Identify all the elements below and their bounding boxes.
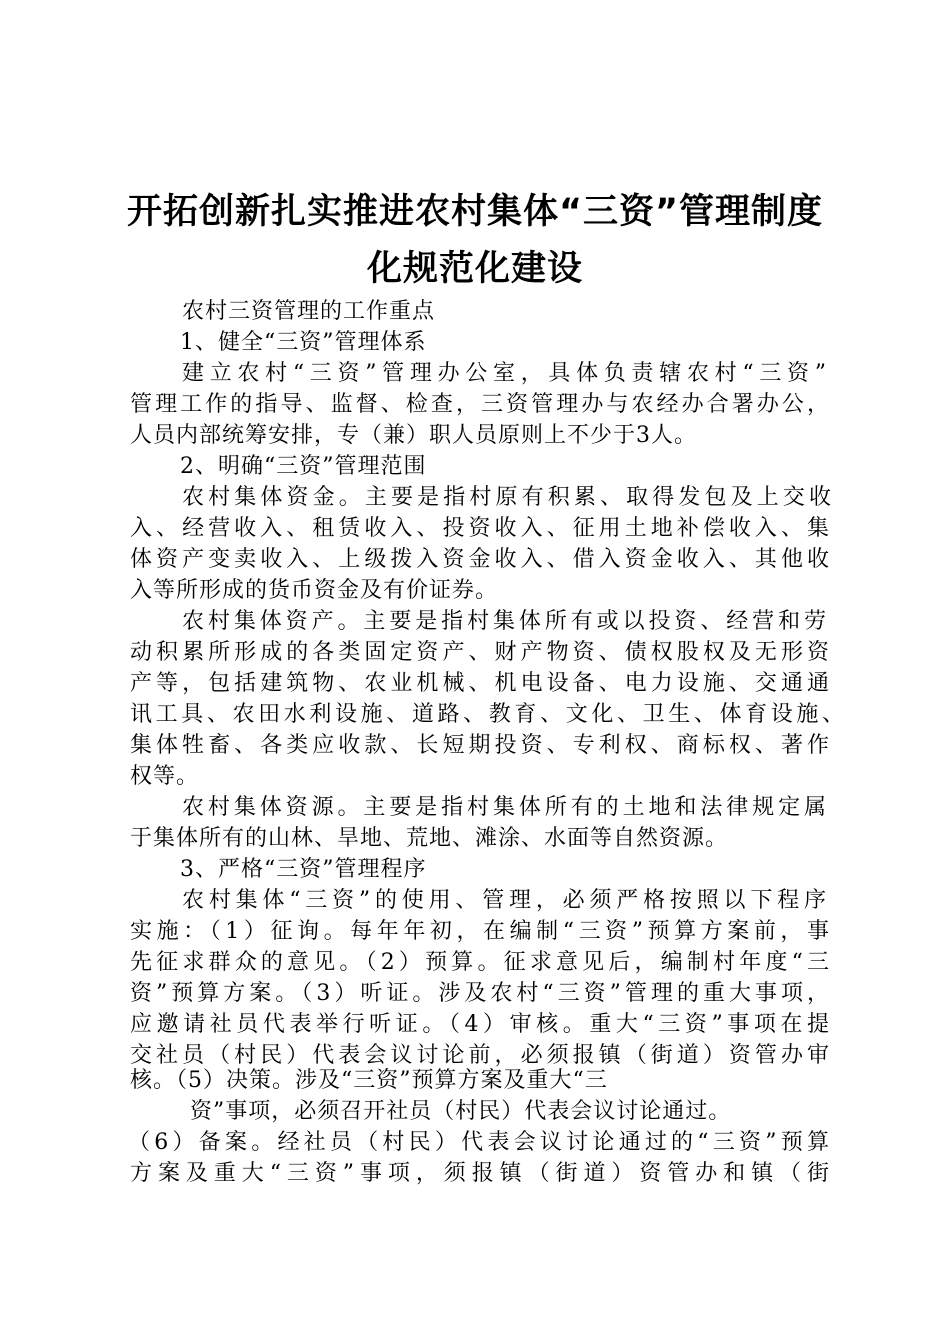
- text-line: 农村集体资金。主要是指村原有积累、取得发包及上交收: [182, 485, 832, 510]
- text-line: 应邀请社员代表举行听证。（4）审核。重大“三资”事项在提: [130, 1012, 830, 1037]
- text-line: 于集体所有的山林、旱地、荒地、滩涂、水面等自然资源。: [130, 826, 729, 851]
- text-line: 核。（5）决策。涉及“三资”预算方案及重大“三: [130, 1068, 608, 1093]
- text-line: 先征求群众的意见。（2）预算。征求意见后，编制村年度“三: [130, 950, 830, 975]
- text-line: 人员内部统筹安排，专（兼）职人员原则上不少于3人。: [130, 423, 697, 448]
- text-line: 方案及重大“三资”事项，须报镇（街道）资管办和镇（街: [130, 1161, 830, 1186]
- text-line: 体资产变卖收入、上级拨入资金收入、借入资金收入、其他收: [130, 547, 830, 572]
- document-title-line-2: 化规范化建设: [366, 249, 583, 289]
- text-line: 实施：（1）征询。每年年初，在编制“三资”预算方案前，事: [130, 919, 830, 944]
- document-title-line-1: 开拓创新扎实推进农村集体“三资”管理制度: [126, 192, 823, 232]
- text-line: 2、明确“三资”管理范围: [180, 454, 427, 479]
- text-line: 管理工作的指导、监督、检查，三资管理办与农经办合署办公，: [130, 392, 830, 417]
- text-line: （6）备案。经社员（村民）代表会议讨论通过的“三资”预算: [128, 1130, 830, 1155]
- text-line: 交社员（村民）代表会议讨论前，必须报镇（街道）资管办审: [130, 1043, 830, 1068]
- text-line: 动积累所形成的各类固定资产、财产物资、债权股权及无形资: [130, 640, 830, 665]
- text-line: 集体牲畜、各类应收款、长短期投资、专利权、商标权、著作: [130, 733, 830, 758]
- text-line: 资”预算方案。（3）听证。涉及农村“三资”管理的重大事项，: [130, 981, 830, 1006]
- text-line: 农村集体资产。主要是指村集体所有或以投资、经营和劳: [182, 609, 827, 634]
- text-line: 入等所形成的货币资金及有价证券。: [130, 578, 499, 603]
- text-line: 农村三资管理的工作重点: [182, 299, 436, 324]
- text-line: 农村集体资源。主要是指村集体所有的土地和法律规定属: [182, 795, 827, 820]
- text-line: 权等。: [130, 764, 200, 789]
- text-line: 资”事项，必须召开社员（村民）代表会议讨论通过。: [190, 1099, 732, 1124]
- text-line: 1、健全“三资”管理体系: [180, 330, 427, 355]
- text-line: 3、严格“三资”管理程序: [180, 857, 427, 882]
- text-line: 入、经营收入、租赁收入、投资收入、征用土地补偿收入、集: [130, 516, 830, 541]
- text-line: 讯工具、农田水利设施、道路、教育、文化、卫生、体育设施、: [130, 702, 845, 727]
- text-line: 建立农村“三资”管理办公室，具体负责辖农村“三资”: [182, 361, 827, 386]
- text-line: 产等，包括建筑物、农业机械、机电设备、电力设施、交通通: [130, 671, 830, 696]
- text-line: 农村集体“三资”的使用、管理，必须严格按照以下程序: [182, 888, 827, 913]
